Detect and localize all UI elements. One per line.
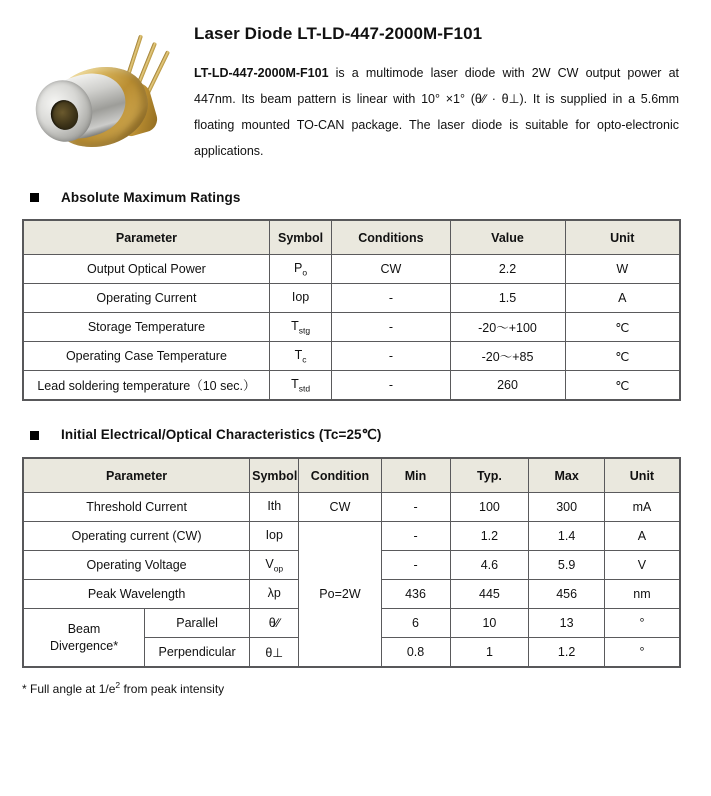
cell-symbol — [269, 313, 331, 342]
column-header-symbol: Symbol — [269, 220, 331, 255]
footnote-suffix: from peak intensity — [120, 682, 225, 696]
column-header-min: Min — [381, 458, 450, 493]
cell-conditions: - — [332, 313, 450, 342]
cell-conditions: - — [332, 342, 450, 371]
cell-unit: V — [604, 551, 680, 580]
absolute-maximum-ratings-table-wrap — [0, 219, 711, 401]
table-row — [23, 493, 680, 522]
cell-divergence-sublabel: Parallel — [145, 609, 250, 638]
cell-parameter: Storage Temperature — [23, 313, 269, 342]
cell-value: -20～+100 — [450, 313, 565, 342]
footnote-prefix: * Full angle at 1/e — [22, 682, 116, 696]
symbol-subscript: c — [302, 354, 307, 365]
product-photo — [22, 18, 182, 163]
section-title: Absolute Maximum Ratings — [61, 190, 241, 205]
cell-min: - — [381, 522, 450, 551]
symbol-base: Iop — [291, 289, 310, 304]
cell-symbol: θ∕∕ — [250, 609, 299, 638]
cell-typ: 1 — [450, 638, 529, 668]
table-row — [23, 342, 680, 371]
cell-typ: 445 — [450, 580, 529, 609]
cell-max: 456 — [529, 580, 605, 609]
product-description — [194, 60, 681, 164]
cell-max: 300 — [529, 493, 605, 522]
cell-unit: ° — [604, 638, 680, 668]
cell-min: 6 — [381, 609, 450, 638]
cell-parameter: Threshold Current — [23, 493, 250, 522]
cell-unit: W — [565, 255, 680, 284]
cell-condition-merged: Po=2W — [299, 522, 381, 668]
cell-typ: 100 — [450, 493, 529, 522]
cell-unit: ° — [604, 609, 680, 638]
cell-max: 1.2 — [529, 638, 605, 668]
table-row — [23, 522, 680, 551]
cell-typ: 1.2 — [450, 522, 529, 551]
symbol-subscript: op — [273, 563, 284, 574]
divergence-label-line1: Beam — [67, 621, 101, 636]
cell-symbol — [269, 284, 331, 313]
column-header-max: Max — [529, 458, 605, 493]
section-heading-absolute-maximum-ratings — [0, 190, 711, 205]
cell-unit: nm — [604, 580, 680, 609]
column-header-value: Value — [450, 220, 565, 255]
cell-symbol — [250, 522, 299, 551]
cell-parameter: Operating Current — [23, 284, 269, 313]
cell-max: 5.9 — [529, 551, 605, 580]
cell-symbol — [250, 493, 299, 522]
description-text: is a multimode laser diode with 2W CW output power at 447nm. Its beam pattern is linear with 10° ×1° (θ∕∕ · θ⊥). It is supplied in a 5.6mm floating mounted TO-CAN package. The laser diode is suitable for opto-electronic applications. — [194, 66, 679, 158]
part-number: LT-LD-447-2000M-F101 — [194, 66, 329, 80]
cell-max: 1.4 — [529, 522, 605, 551]
symbol-subscript: stg — [298, 325, 311, 336]
table-row — [23, 313, 680, 342]
column-header-parameter: Parameter — [23, 220, 269, 255]
column-header-condition: Condition — [299, 458, 381, 493]
cell-parameter: Output Optical Power — [23, 255, 269, 284]
table-row — [23, 284, 680, 313]
cell-unit: ℃ — [565, 371, 680, 401]
cell-parameter: Operating Case Temperature — [23, 342, 269, 371]
column-header-typ: Typ. — [450, 458, 529, 493]
symbol-base: T — [291, 376, 299, 391]
table-header-row — [23, 458, 680, 493]
cell-symbol — [250, 580, 299, 609]
symbol-base: λp — [267, 585, 281, 600]
symbol-base: T — [294, 347, 303, 362]
cell-conditions: - — [332, 284, 450, 313]
symbol-base: Iop — [265, 527, 283, 542]
cell-symbol — [269, 371, 331, 401]
cell-symbol — [250, 551, 299, 580]
cell-symbol — [269, 342, 331, 371]
cell-beam-divergence-group — [23, 609, 145, 668]
footnote-superscript: 2 — [115, 680, 121, 690]
cell-unit: ℃ — [565, 313, 680, 342]
cell-min: 0.8 — [381, 638, 450, 668]
column-header-conditions: Conditions — [332, 220, 450, 255]
symbol-subscript: std — [298, 383, 311, 394]
initial-characteristics-table-wrap — [0, 457, 711, 668]
cell-unit: mA — [604, 493, 680, 522]
cell-condition: CW — [299, 493, 381, 522]
column-header-parameter: Parameter — [23, 458, 250, 493]
section-heading-initial-characteristics — [0, 427, 711, 443]
cell-max: 13 — [529, 609, 605, 638]
symbol-base: V — [265, 556, 274, 571]
absolute-maximum-ratings-table — [22, 219, 681, 401]
symbol-base: P — [294, 260, 303, 275]
table-row — [23, 371, 680, 401]
page-title: Laser Diode LT-LD-447-2000M-F101 — [194, 24, 483, 43]
column-header-unit: Unit — [604, 458, 680, 493]
cell-parameter: Operating current (CW) — [23, 522, 250, 551]
cell-value: 260 — [450, 371, 565, 401]
cell-value: -20～+85 — [450, 342, 565, 371]
initial-characteristics-table — [22, 457, 681, 668]
cell-parameter: Operating Voltage — [23, 551, 250, 580]
cell-symbol: θ⊥ — [250, 638, 299, 668]
square-bullet-icon — [30, 431, 39, 440]
cell-unit: ℃ — [565, 342, 680, 371]
symbol-subscript: o — [302, 267, 308, 278]
cell-symbol — [269, 255, 331, 284]
table-header-row — [23, 220, 680, 255]
column-header-unit: Unit — [565, 220, 680, 255]
square-bullet-icon — [30, 193, 39, 202]
section-title: Initial Electrical/Optical Characteristics (Tc=25℃) — [61, 427, 382, 442]
cell-value: 1.5 — [450, 284, 565, 313]
cell-parameter: Peak Wavelength — [23, 580, 250, 609]
cell-unit: A — [604, 522, 680, 551]
footnote — [0, 668, 711, 696]
table-row — [23, 255, 680, 284]
cell-unit: A — [565, 284, 680, 313]
cell-conditions: - — [332, 371, 450, 401]
cell-min: - — [381, 493, 450, 522]
cell-conditions: CW — [332, 255, 450, 284]
cell-typ: 4.6 — [450, 551, 529, 580]
cell-min: 436 — [381, 580, 450, 609]
symbol-base: Ith — [267, 498, 282, 513]
symbol-base: T — [291, 318, 299, 333]
cell-typ: 10 — [450, 609, 529, 638]
photo-stage — [22, 18, 182, 163]
divergence-label-line2: Divergence* — [49, 638, 119, 653]
cell-min: - — [381, 551, 450, 580]
column-header-symbol: Symbol — [250, 458, 299, 493]
cell-value: 2.2 — [450, 255, 565, 284]
cell-parameter: Lead soldering temperature（10 sec.） — [23, 371, 269, 401]
product-header — [0, 0, 711, 164]
cell-divergence-sublabel: Perpendicular — [145, 638, 250, 668]
intro-text-block — [182, 18, 681, 164]
